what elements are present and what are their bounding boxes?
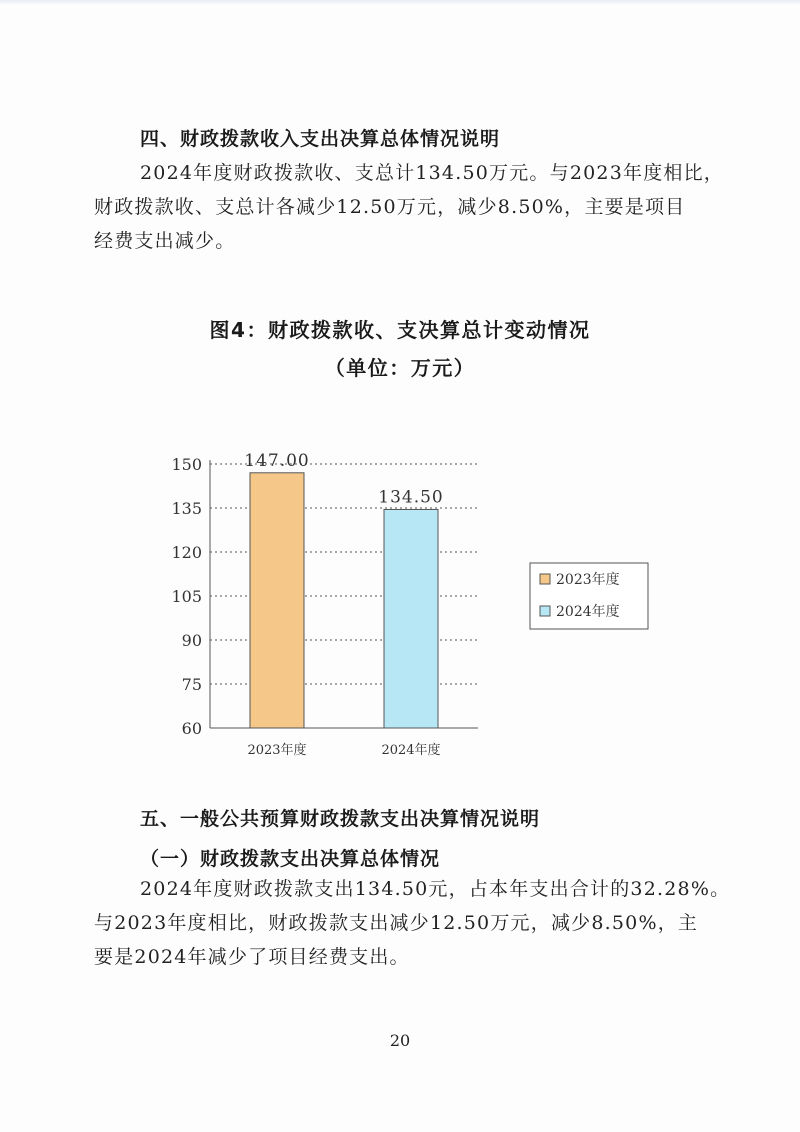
bar-1	[250, 473, 304, 728]
paragraph-line: 要是2024年减少了项目经费支出。	[94, 946, 410, 968]
section-5-paragraph	[0, 872, 730, 974]
legend-swatch	[540, 606, 550, 616]
y-tick-label: 150	[171, 455, 202, 474]
section-4-paragraph	[0, 156, 724, 258]
paragraph-line: 2024年度财政拨款收、支总计134.50万元。与2023年度相比，	[140, 162, 724, 184]
y-tick-label: 105	[171, 587, 202, 606]
y-tick-label: 120	[171, 543, 202, 562]
bar-2	[384, 509, 438, 728]
paragraph-line: 与2023年度相比，财政拨款支出减少12.50万元，减少8.50%，主	[94, 912, 699, 934]
x-tick-label: 2024年度	[381, 743, 441, 758]
top-edge	[0, 0, 800, 6]
section-5-heading: 五、一般公共预算财政拨款支出决算情况说明	[140, 808, 541, 830]
page-number: 20	[389, 1031, 411, 1050]
legend-label: 2023年度	[556, 572, 620, 588]
bar-chart	[140, 430, 660, 770]
y-tick-label: 135	[171, 499, 202, 518]
paragraph-line: 经费支出减少。	[94, 230, 236, 252]
figure-unit: （单位：万元）	[324, 356, 476, 380]
legend-swatch	[540, 574, 550, 584]
paragraph-line: 2024年度财政拨款支出134.50元，占本年支出合计的32.28%。	[140, 878, 731, 900]
y-tick-label: 60	[181, 719, 202, 738]
y-tick-label: 75	[181, 675, 202, 694]
x-tick-label: 2023年度	[247, 743, 307, 758]
legend-label: 2024年度	[556, 604, 620, 620]
y-tick-label: 90	[181, 631, 202, 650]
bar-value-label: 134.50	[378, 487, 444, 508]
bar-value-label: 147.00	[244, 450, 310, 471]
section-4-heading: 四、财政拨款收入支出决算总体情况说明	[140, 128, 501, 150]
figure-title: 图4：财政拨款收、支决算总计变动情况	[209, 318, 591, 342]
paragraph-line: 财政拨款收、支总计各减少12.50万元，减少8.50%，主要是项目	[94, 196, 686, 218]
section-5-subheading: （一）财政拨款支出决算总体情况	[140, 848, 441, 870]
